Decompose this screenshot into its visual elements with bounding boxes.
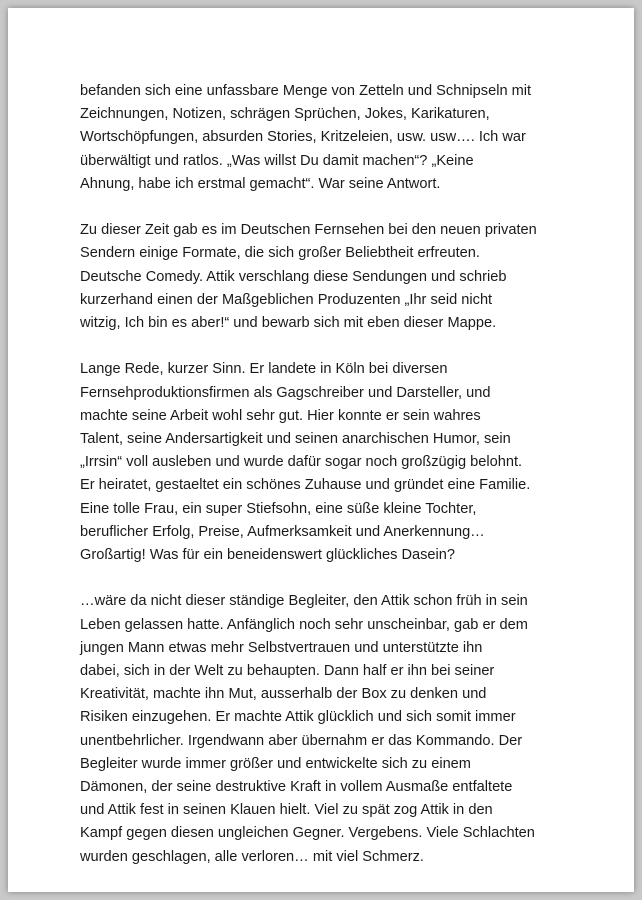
paragraph-3 (80, 358, 580, 567)
paragraph-1 (80, 80, 580, 196)
text-line: Er heiratet, gestaeltet ein schönes Zuhause und gründet eine Familie. (80, 477, 531, 494)
text-line: „Irrsin“ voll ausleben und wurde dafür sogar noch großzügig belohnt. (80, 454, 523, 471)
text-line: beruflicher Erfolg, Preise, Aufmerksamkeit und Anerkennung… (80, 523, 485, 540)
text-line: Begleiter wurde immer größer und entwickelte sich zu einem (80, 755, 471, 772)
text-line: unentbehrlicher. Irgendwann aber übernahm er das Kommando. Der (80, 732, 523, 749)
text-line: machte seine Arbeit wohl sehr gut. Hier konnte er sein wahres (80, 407, 481, 424)
text-line: Lange Rede, kurzer Sinn. Er landete in Köln bei diversen (80, 361, 448, 378)
text-line: Talent, seine Andersartigkeit und seinen anarchischen Humor, sein (80, 431, 511, 448)
text-line: Risiken einzugehen. Er machte Attik glücklich und sich somit immer (80, 709, 516, 726)
text-line: Eine tolle Frau, ein super Stiefsohn, eine süße kleine Tochter, (80, 500, 477, 517)
text-line: Leben gelassen hatte. Anfänglich noch sehr unscheinbar, gab er dem (80, 616, 528, 633)
page-content (80, 80, 580, 892)
text-line: Ahnung, habe ich erstmal gemacht“. War seine Antwort. (80, 175, 441, 192)
text-line: Zeichnungen, Notizen, schrägen Sprüchen, Jokes, Karikaturen, (80, 106, 490, 123)
text-line: Großartig! Was für ein beneidenswert glückliches Dasein? (80, 547, 456, 564)
text-line: …wäre da nicht dieser ständige Begleiter, den Attik schon früh in sein (80, 593, 528, 610)
text-line: befanden sich eine unfassbare Menge von Zetteln und Schnipseln mit (80, 83, 532, 99)
text-line: Deutsche Comedy. Attik verschlang diese Sendungen und schrieb (80, 268, 507, 285)
text-line: dabei, sich in der Welt zu behaupten. Dann half er ihn bei seiner (80, 663, 495, 680)
text-line: Kampf gegen diesen ungleichen Gegner. Vergebens. Viele Schlachten (80, 825, 535, 842)
text-line: kurzerhand einen der Maßgeblichen Produzenten „Ihr seid nicht (80, 291, 493, 308)
text-line: wurden geschlagen, alle verloren… mit viel Schmerz. (80, 848, 424, 865)
text-line: Wortschöpfungen, absurden Stories, Kritzeleien, usw. usw…. Ich war (80, 129, 526, 146)
paragraph-2 (80, 219, 580, 335)
text-line: überwältigt und ratlos. „Was willst Du damit machen“? „Keine (80, 152, 474, 169)
text-line: Dämonen, der seine destruktive Kraft in vollem Ausmaße entfaltete (80, 779, 513, 796)
text-line: Sendern einige Formate, die sich großer Beliebtheit erfreuten. (80, 245, 480, 262)
text-line: jungen Mann etwas mehr Selbstvertrauen und unterstützte ihn (80, 639, 483, 656)
text-line: Zu dieser Zeit gab es im Deutschen Fernsehen bei den neuen privaten (80, 222, 537, 239)
text-line: Fernsehproduktionsfirmen als Gagschreiber und Darsteller, und (80, 384, 491, 401)
text-line: witzig, Ich bin es aber!“ und bewarb sich mit eben dieser Mappe. (80, 315, 497, 332)
text-line: Kreativität, machte ihn Mut, ausserhalb der Box zu denken und (80, 686, 487, 703)
document-page (8, 8, 634, 892)
paragraph-4 (80, 590, 580, 868)
text-line: und Attik fest in seinen Klauen hielt. Viel zu spät zog Attik in den (80, 802, 493, 819)
